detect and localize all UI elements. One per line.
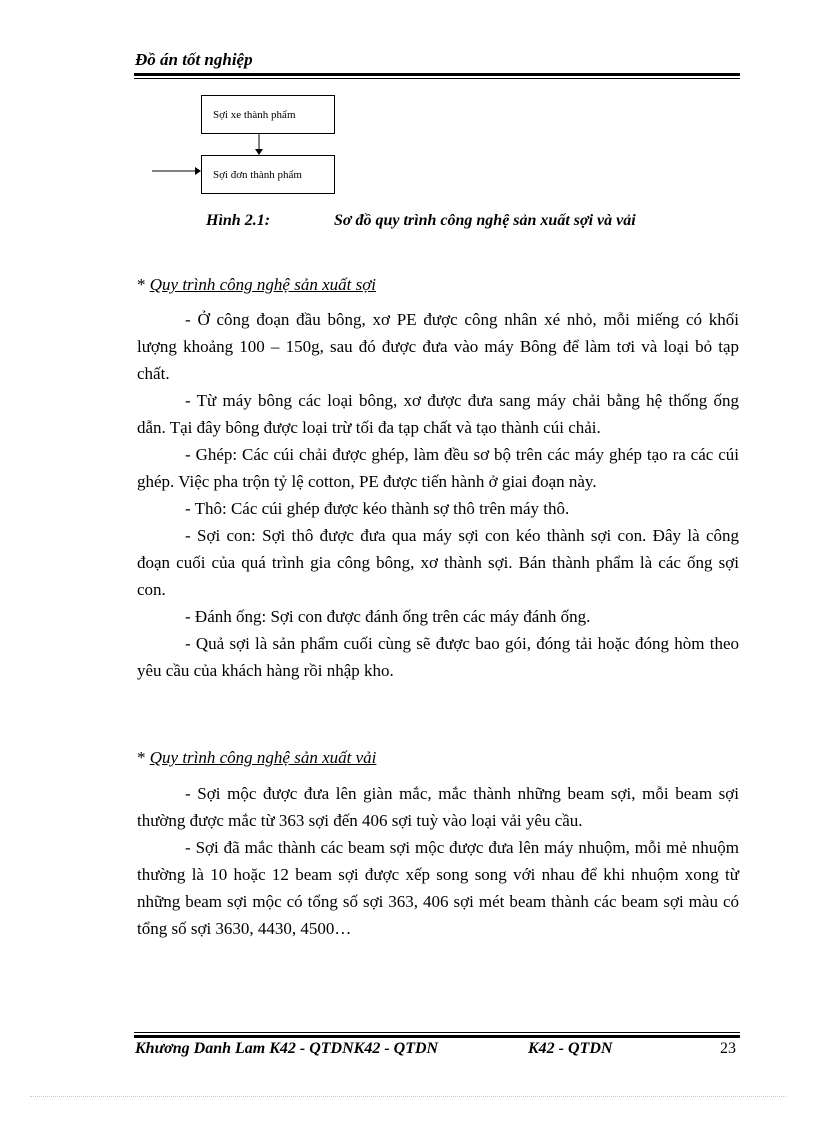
footer-rule-thin <box>134 1032 740 1033</box>
paragraph: - Đánh ống: Sợi con được đánh ống trên các máy đánh ống. <box>185 607 591 626</box>
paragraph: - Quả sợi là sản phẩm cuối cùng sẽ được bao gói, đóng tải hoặc đóng hòm theo yêu cầu của khách hàng rồi nhập kho. <box>137 634 739 680</box>
footer-author: Khương Danh Lam K42 - QTDNK42 - QTDN <box>135 1040 439 1057</box>
flow-box-label: Sợi đơn thành phẩm <box>213 168 302 181</box>
flow-box-single-yarn <box>201 155 335 194</box>
caption-text: Sơ đồ quy trình công nghệ sản xuất sợi và vải <box>334 212 636 229</box>
paragraph: - Ghép: Các cúi chải được ghép, làm đều sơ bộ trên các máy ghép tạo ra các cúi ghép. Việc pha trộn tỷ lệ cotton, PE được tiến hành ở giai đoạn này. <box>137 445 739 491</box>
page-number: 23 <box>720 1040 736 1057</box>
heading-bullet: * <box>137 275 150 294</box>
footer-rule <box>134 1035 740 1038</box>
heading-text: Quy trình công nghệ sản xuất sợi <box>149 275 377 294</box>
paragraph: - Sợi con: Sợi thô được đưa qua máy sợi con kéo thành sợi con. Đây là công đoạn cuối của quá trình gia công bông, xơ thành sợi. Bán thành phẩm là các ống sợi con. <box>137 526 739 599</box>
page-header-title: Đồ án tốt nghiệp <box>135 50 253 69</box>
section-body-fabric <box>137 780 739 942</box>
paragraph: - Sợi đã mắc thành các beam sợi mộc được đưa lên máy nhuộm, mỗi mẻ nhuộm thường là 10 hoặc 12 beam sợi được xếp song song với nhau để khi nhuộm xong từ những beam sợi mộc có tổng số sợi 363, 406 sợi mét beam thành các beam sợi màu có tổng số sợi 3630, 4430, 4500… <box>137 838 739 938</box>
page-bottom-divider <box>30 1096 786 1097</box>
paragraph: - Từ máy bông các loại bông, xơ được đưa sang máy chải bằng hệ thống ống dẫn. Tại đây bông được loại trừ tối đa tạp chất và tạo thành cúi chải. <box>137 391 739 437</box>
flow-box-label: Sợi xe thành phẩm <box>213 108 296 121</box>
section-heading-yarn <box>137 275 376 295</box>
paragraph: - Sợi mộc được đưa lên giàn mắc, mắc thành những beam sợi, mỗi beam sợi thường được mắc từ 363 sợi đến 406 sợi tuỳ vào loại vải yêu cầu. <box>137 784 739 830</box>
footer-class: K42 - QTDN <box>528 1040 613 1057</box>
figure-caption <box>206 212 636 230</box>
heading-text: Quy trình công nghệ sản xuất vải <box>149 748 377 767</box>
paragraph: - Ở công đoạn đầu bông, xơ PE được công nhân xé nhỏ, mỗi miếng có khối lượng khoảng 100 – 150g, sau đó được đưa vào máy Bông để làm tơi và loại bỏ tạp chất. <box>137 310 739 383</box>
heading-bullet: * <box>137 748 150 767</box>
section-heading-fabric <box>137 748 376 768</box>
caption-label: Hình 2.1: <box>206 212 271 229</box>
flow-box-plied-yarn <box>201 95 335 134</box>
section-body-yarn <box>137 306 739 684</box>
paragraph: - Thô: Các cúi ghép được kéo thành sợ thô trên máy thô. <box>185 499 570 518</box>
